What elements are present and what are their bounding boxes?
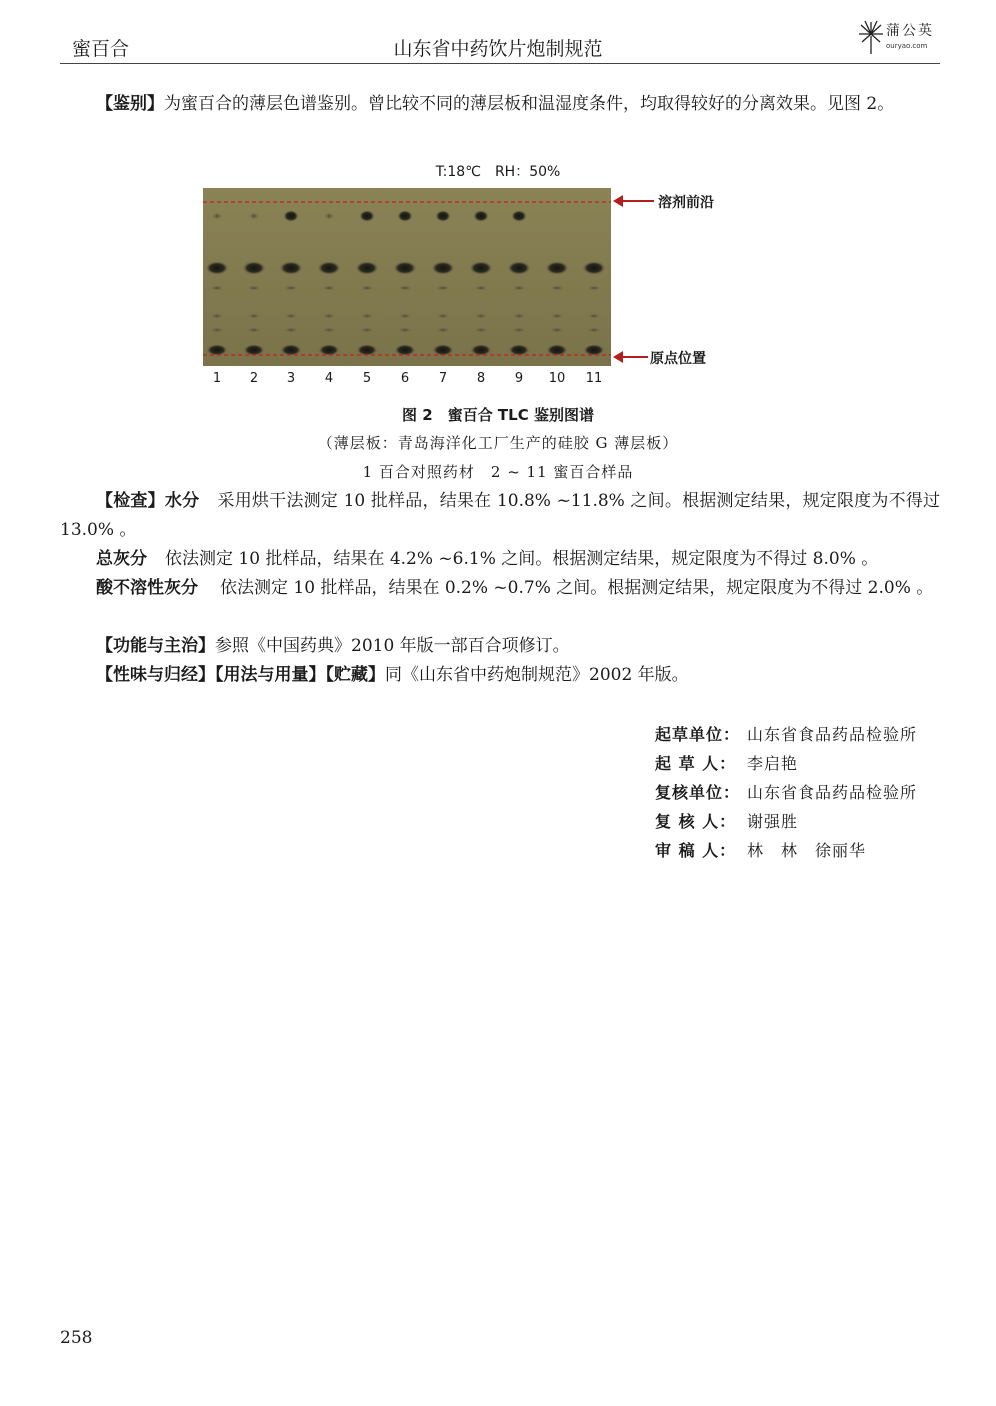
faint-band (246, 285, 262, 291)
main-spot (242, 261, 266, 275)
page-number: 258 (60, 1328, 93, 1348)
logo-url: ouryao.com (886, 42, 928, 50)
lane-number: 2 (249, 371, 259, 386)
origin-spot (470, 344, 492, 356)
total-ash-paragraph (60, 545, 940, 574)
signature-label: 起 草 人： (655, 754, 737, 773)
upper-spot-faint (211, 212, 223, 220)
inspection-heading: 【检查】 (96, 491, 165, 511)
running-header-left: 蜜百合 (72, 38, 130, 60)
upper-spot-faint (248, 212, 260, 220)
faint-band (511, 285, 527, 291)
faint-band (397, 285, 413, 291)
origin-spot (508, 344, 530, 356)
signature-value: 李启艳 (747, 754, 799, 773)
faint-band (283, 285, 299, 291)
faint-band (512, 313, 526, 319)
upper-spot (359, 210, 375, 222)
faint-band (474, 313, 488, 319)
solvent-front-arrow (622, 200, 654, 202)
water-paragraph (60, 487, 940, 545)
origin-spot (356, 344, 378, 356)
main-spot (317, 261, 341, 275)
signature-value: 林 林 徐丽华 (747, 841, 867, 860)
signature-row (655, 780, 917, 804)
lane-number: 6 (400, 371, 410, 386)
lane-number: 9 (514, 371, 524, 386)
origin-spot (318, 344, 340, 356)
faint-band (209, 327, 225, 333)
arrow-head-icon (613, 195, 623, 207)
faint-band (398, 313, 412, 319)
faint-band (435, 285, 451, 291)
origin-spot (583, 344, 605, 356)
main-spot (431, 261, 455, 275)
total-ash-text: 依法测定 10 批样品，结果在 4.2% ~6.1% 之间。根据测定结果，规定限度为不得过 8.0% 。 (165, 549, 879, 569)
upper-spot (283, 210, 299, 222)
usage-heading: 【用法与用量】 (215, 665, 326, 685)
publisher-logo (858, 18, 940, 58)
faint-band (360, 313, 374, 319)
solvent-front-label: 溶剂前沿 (658, 195, 714, 211)
tlc-plate (203, 188, 611, 366)
faint-band (321, 285, 337, 291)
dandelion-icon (858, 20, 884, 54)
faint-band (550, 313, 564, 319)
running-header-title: 山东省中药饮片炮制规范 (393, 38, 603, 60)
logo-text: 蒲公英 (886, 23, 934, 39)
lane-number: 11 (585, 371, 603, 386)
faint-band (473, 285, 489, 291)
signature-row (655, 809, 798, 833)
main-spot (355, 261, 379, 275)
origin-spot (394, 344, 416, 356)
origin-label: 原点位置 (650, 351, 706, 367)
main-spot (469, 261, 493, 275)
function-heading: 【功能与主治】 (96, 636, 215, 656)
function-paragraph (60, 632, 940, 661)
figure-caption: 图 2 蜜百合 TLC 鉴别图谱 (402, 406, 594, 424)
figure-note: （薄层板：青岛海洋化工厂生产的硅胶 G 薄层板） (317, 434, 679, 452)
faint-band (549, 285, 565, 291)
signature-row (655, 722, 917, 746)
lane-number: 3 (286, 371, 296, 386)
origin-spot (432, 344, 454, 356)
signature-value: 山东省食品药品检验所 (747, 783, 918, 802)
signature-value: 山东省食品药品检验所 (747, 725, 918, 744)
arrow-head-icon (613, 351, 623, 363)
signature-row (655, 838, 866, 862)
main-spot (279, 261, 303, 275)
faint-band (247, 313, 261, 319)
signature-label: 审 稿 人： (655, 841, 737, 860)
faint-band (397, 327, 413, 333)
faint-band (284, 313, 298, 319)
signature-label: 起草单位： (655, 725, 741, 744)
faint-band (586, 327, 602, 333)
signature-row (655, 751, 798, 775)
water-label: 水分 (164, 491, 200, 511)
lane-number: 1 (212, 371, 222, 386)
water-text: 采用烘干法测定 10 批样品，结果在 10.8% ~11.8% 之间。根据测定结果，规定限度为不得过 13.0% 。 (60, 491, 941, 540)
faint-band (359, 327, 375, 333)
acid-ash-paragraph (60, 574, 940, 603)
main-spot (545, 261, 569, 275)
faint-band (435, 327, 451, 333)
faint-band (209, 285, 225, 291)
upper-spot (435, 210, 451, 222)
signature-value: 谢强胜 (747, 812, 799, 831)
main-spot (507, 261, 531, 275)
figure-legend: 1 百合对照药材 2 ~ 11 蜜百合样品 (362, 463, 634, 481)
faint-band (587, 313, 601, 319)
upper-spot-faint (323, 212, 335, 220)
identification-text: 为蜜百合的薄层色谱鉴别。曾比较不同的薄层板和温湿度条件，均取得较好的分离效果。见图 2。 (164, 94, 895, 114)
lane-number: 7 (438, 371, 448, 386)
total-ash-label: 总灰分 (96, 549, 147, 569)
identification-paragraph (60, 90, 940, 119)
acid-ash-text: 依法测定 10 批样品，结果在 0.2% ~0.7% 之间。根据测定结果，规定限度为不得过 2.0% 。 (220, 578, 934, 598)
tlc-plate-image (203, 188, 611, 366)
properties-text: 同《山东省中药炮制规范》2002 年版。 (385, 665, 689, 685)
faint-band (473, 327, 489, 333)
main-spot (205, 261, 229, 275)
origin-arrow (622, 356, 648, 358)
origin-spot (243, 344, 265, 356)
acid-ash-label: 酸不溶性灰分 (96, 578, 198, 598)
header-rule (60, 63, 940, 64)
origin-spot (280, 344, 302, 356)
faint-band (321, 327, 337, 333)
faint-band (549, 327, 565, 333)
signature-label: 复 核 人： (655, 812, 737, 831)
storage-heading: 【贮藏】 (325, 665, 385, 685)
main-spot (393, 261, 417, 275)
lane-number: 5 (362, 371, 372, 386)
faint-band (283, 327, 299, 333)
identification-heading: 【鉴别】 (96, 94, 164, 114)
lane-number: 8 (476, 371, 486, 386)
faint-band (436, 313, 450, 319)
upper-spot (473, 210, 489, 222)
properties-paragraph (60, 661, 940, 690)
origin-spot (546, 344, 568, 356)
faint-band (586, 285, 602, 291)
faint-band (246, 327, 262, 333)
main-spot (582, 261, 606, 275)
lane-number: 4 (324, 371, 334, 386)
upper-spot (397, 210, 413, 222)
faint-band (210, 313, 224, 319)
signature-label: 复核单位： (655, 783, 741, 802)
function-text: 参照《中国药典》2010 年版一部百合项修订。 (215, 636, 570, 656)
upper-spot (511, 210, 527, 222)
properties-heading: 【性味与归经】 (96, 665, 215, 685)
lane-number: 10 (548, 371, 566, 386)
figure-conditions: T:18℃ RH：50% (435, 164, 561, 180)
faint-band (511, 327, 527, 333)
faint-band (322, 313, 336, 319)
faint-band (359, 285, 375, 291)
origin-spot (206, 344, 228, 356)
